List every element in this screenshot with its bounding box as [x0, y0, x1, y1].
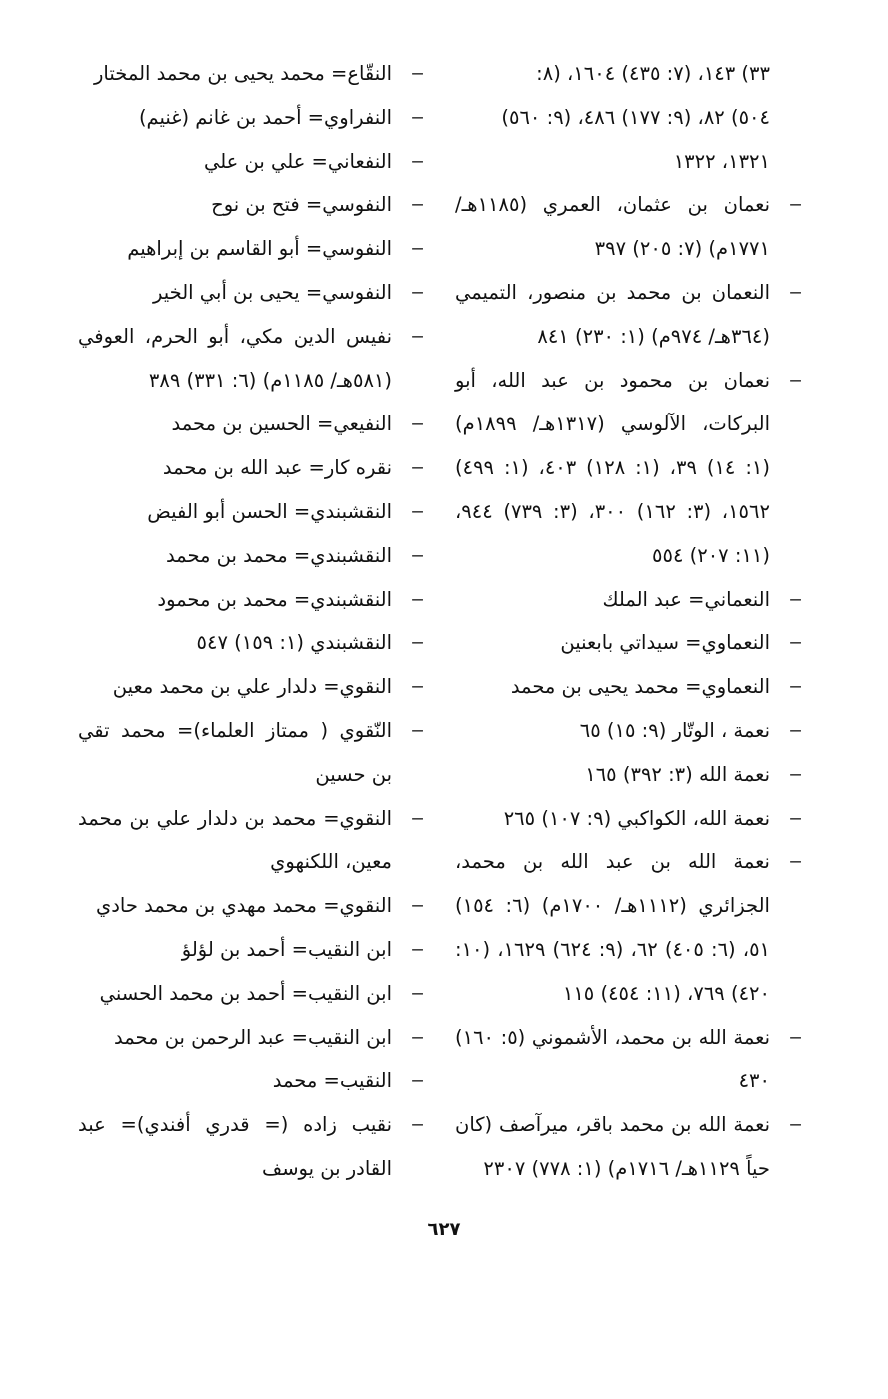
index-entry	[78, 140, 425, 184]
index-entry	[455, 183, 803, 271]
index-entry	[78, 183, 425, 227]
entry-dash: –	[412, 105, 423, 128]
entry-dash: –	[790, 718, 801, 741]
index-entry	[78, 96, 425, 140]
entry-dash: –	[412, 1069, 423, 1092]
entry-dash: –	[790, 368, 801, 391]
entry-text: النقشبندي= محمد بن محمد	[165, 543, 392, 567]
index-entry	[78, 621, 425, 665]
index-entry	[78, 227, 425, 271]
entry-dash: –	[790, 280, 801, 303]
index-entry	[78, 402, 425, 446]
entry-dash: –	[790, 193, 801, 216]
entry-text: النقشبندي (۱: ۱٥۹) ٥٤۷	[196, 631, 392, 655]
entry-dash: –	[412, 280, 423, 303]
index-entry	[78, 884, 425, 928]
index-entry	[455, 621, 803, 665]
entry-text: نعمة الله بن محمد باقر، ميرآصف (كان حياً ۱۱۲۹هـ/ ۱۷۱٦م) (۱: ۷۷۸) ۲۳۰۷	[455, 1113, 770, 1180]
entry-dash: –	[790, 762, 801, 785]
entry-dash: –	[412, 1113, 423, 1136]
entry-dash: –	[412, 631, 423, 654]
entry-dash: –	[790, 1025, 801, 1048]
entry-text: ابن النقيب= أحمد بن محمد الحسني	[99, 981, 392, 1005]
entry-text: النعماوي= محمد يحيى بن محمد	[510, 675, 770, 699]
index-entry	[455, 1016, 803, 1104]
entry-dash: –	[790, 675, 801, 698]
right-column	[455, 52, 803, 1191]
index-entry	[455, 359, 803, 578]
entry-dash: –	[412, 587, 423, 610]
entry-dash: –	[412, 62, 423, 84]
entry-text: النفوسي= فتح بن نوح	[211, 193, 392, 217]
entry-text: النقوي= محمد بن دلدار علي بن محمد معين، اللكنهوي	[78, 806, 392, 874]
entry-dash: –	[412, 981, 423, 1004]
entry-dash: –	[412, 499, 423, 522]
entry-text: النفعاني= علي بن علي	[203, 149, 392, 173]
entry-text: نعمة ، الوتّار (۹: ۱٥) ٦٥	[579, 718, 770, 742]
entry-text: نعمة الله بن عبد الله بن محمد، الجزائري (۱۱۱۲هـ/ ۱۷۰۰م) (٦: ۱٥٤) ٥۱، (٦: ٤۰٥) ٦۲، (۹: ٦۲٤) ۱٦۲۹، (۱۰: ٤۲۰) ۷٦۹، (۱۱: ٤٥٤) ۱۱٥	[455, 850, 771, 1005]
entry-dash: –	[412, 149, 423, 172]
index-entry	[455, 840, 803, 1015]
entry-text: النعمان بن محمد بن منصور، التميمي (۳٦٤هـ/ ۹۷٤م) (۱: ۲۳۰) ۸٤۱	[455, 280, 770, 348]
entry-dash: –	[412, 1025, 423, 1048]
index-entry	[455, 665, 803, 709]
index-entry	[78, 928, 425, 972]
index-entry	[78, 1016, 425, 1060]
entry-text: النقيب= محمد	[272, 1069, 392, 1093]
entry-text: نقيب زاده (= قدري أفندي)= عبد القادر بن يوسف	[78, 1113, 392, 1180]
entry-text: النقوي= دلدار علي بن محمد معين	[112, 675, 392, 699]
entry-text: ابن النقيب= عبد الرحمن بن محمد	[113, 1025, 392, 1049]
entry-text: النقشبندي= الحسن أبو الفيض	[147, 499, 392, 523]
entry-text: النقشبندي= محمد بن محمود	[157, 587, 392, 611]
entry-dash: –	[412, 806, 423, 829]
entry-text: النعماني= عبد الملك	[602, 587, 770, 611]
entry-text: النفوسي= أبو القاسم بن إبراهيم	[127, 237, 392, 261]
index-entry	[78, 665, 425, 709]
index-entry	[78, 709, 425, 797]
continued-line: ۱۳۲۱، ۱۳۲۲	[673, 149, 770, 173]
page-number: ٦۲۷	[427, 1219, 461, 1240]
entry-text: نعمة الله (۳: ۳۹۲) ۱٦٥	[585, 762, 770, 786]
index-entry	[455, 271, 803, 359]
index-entry	[455, 753, 803, 797]
index-entry	[455, 797, 803, 841]
entry-text: نعمة الله، الكواكبي (۹: ۱۰۷) ۲٦٥	[503, 806, 770, 830]
entry-dash: –	[790, 631, 801, 654]
index-entry	[78, 534, 425, 578]
index-entry	[455, 1103, 803, 1191]
entry-text: نعمان بن عثمان، العمري (۱۱۸٥هـ/ ۱۷۷۱م) (۷: ۲۰٥) ۳۹۷	[455, 193, 770, 261]
entry-dash: –	[412, 937, 423, 960]
index-entry	[455, 578, 803, 622]
index-entry	[78, 52, 425, 96]
entry-text: نعمة الله بن محمد، الأشموني (٥: ۱٦۰) ٤۳۰	[455, 1025, 770, 1093]
entry-text: نقره كار= عبد الله بن محمد	[162, 456, 392, 480]
entry-dash: –	[412, 675, 423, 698]
entry-text: نعمان بن محمود بن عبد الله، أبو البركات، الآلوسي (۱۳۱۷هـ/ ۱۸۹۹م) (۱: ۱٤) ۳۹، (۱: ۱۲۸) ٤۰۳، (۱: ٤۹۹) ۱٥٦۲، (۳: ۱٦۲) ۳۰۰، (۳: ۷۳۹) ۹٤٤، (۱۱: ۲۰۷) ٥٥٤	[455, 368, 771, 567]
index-entry	[78, 446, 425, 490]
index-entry	[78, 271, 425, 315]
index-entry	[78, 972, 425, 1016]
continued-entry	[455, 52, 803, 183]
entry-dash: –	[412, 456, 423, 479]
entry-dash: –	[790, 850, 801, 873]
index-entry	[78, 1103, 425, 1191]
index-entry	[78, 578, 425, 622]
index-entry	[78, 1059, 425, 1103]
entry-dash: –	[412, 894, 423, 917]
index-entry	[78, 315, 425, 403]
entry-dash: –	[412, 412, 423, 435]
continued-line: ٥۰٤) ۸۲، (۹: ۱۷۷) ٤۸٦، (۹: ٥٦۰)	[501, 105, 770, 129]
entry-dash: –	[790, 806, 801, 829]
index-entry	[78, 797, 425, 885]
entry-text: النقوي= محمد مهدي بن محمد حادي	[95, 894, 392, 918]
entry-dash: –	[412, 193, 423, 216]
entry-dash: –	[412, 237, 423, 260]
index-entry	[78, 490, 425, 534]
entry-text: النفوسي= يحيى بن أبي الخير	[152, 280, 392, 304]
entry-dash: –	[412, 543, 423, 566]
entry-text: النقّاع= محمد يحيى بن محمد المختار	[94, 62, 392, 85]
entry-dash: –	[412, 718, 423, 741]
entry-text: النّقوي ( ممتاز العلماء)= محمد تقي بن حسين	[78, 718, 392, 786]
entry-dash: –	[790, 1113, 801, 1136]
index-entry	[455, 709, 803, 753]
entry-text: النفراوي= أحمد بن غانم (غنيم)	[138, 105, 392, 129]
entry-text: نفيس الدين مكي، أبو الحرم، العوفي (٥۸۱هـ/ ۱۱۸٥م) (٦: ۳۳۱) ۳۸۹	[78, 324, 392, 392]
entry-text: ابن النقيب= أحمد بن لؤلؤ	[181, 937, 392, 961]
left-column	[78, 52, 425, 1191]
entry-text: النفيعي= الحسين بن محمد	[171, 412, 392, 436]
continued-line: ۳۳) ۱٤۳، (۷: ٤۳٥) ۱٦۰٤، (۸:	[536, 62, 770, 85]
entry-text: النعماوي= سيداتي بابعنين	[560, 631, 770, 655]
entry-dash: –	[412, 324, 423, 347]
entry-dash: –	[790, 587, 801, 610]
